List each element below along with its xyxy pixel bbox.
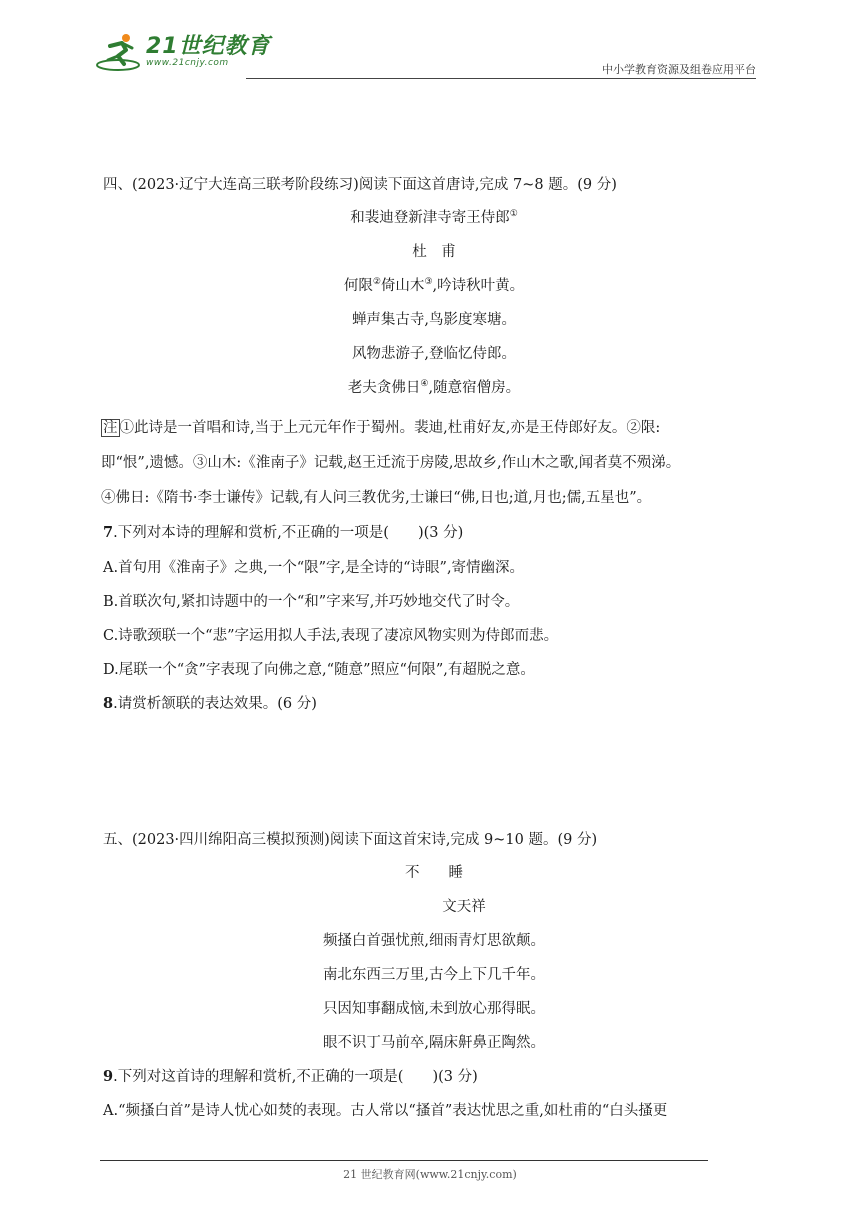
poem1-line: 何限②倚山木③,吟诗秋叶黄。 <box>343 277 525 294</box>
question-9-option: A.“频搔白首”是诗人忧心如焚的表现。古人常以“搔首”表达忧思之重,如杜甫的“白头搔更 <box>103 1103 668 1119</box>
question-7-option: A.首句用《淮南子》之典,一个“限”字,是全诗的“诗眼”,寄情幽深。 <box>103 560 525 576</box>
question-7-option: B.首联次句,紧扣诗题中的一个“和”字来写,并巧妙地交代了时令。 <box>103 594 520 610</box>
runner-logo-icon <box>96 32 142 72</box>
question-7-option: D.尾联一个“贪”字表现了向佛之意,“随意”照应“何限”,有超脱之意。 <box>103 662 535 678</box>
note-label: 注 <box>103 420 118 436</box>
header-divider <box>246 78 756 79</box>
question-7-stem: 7.下列对本诗的理解和赏析,不正确的一项是( )(3 分) <box>103 524 464 541</box>
poem2-author: 文天祥 <box>442 899 486 915</box>
footer-text: 21 世纪教育网(www.21cnjy.com) <box>343 1168 517 1181</box>
question-8-stem: 8.请赏析颔联的表达效果。(6 分) <box>103 695 317 712</box>
poem1-line: 风物悲游子,登临忆侍郎。 <box>351 346 517 362</box>
poem1-line: 老夫贪佛日④,随意宿僧房。 <box>347 379 521 396</box>
note-line: 注 ①此诗是一首唱和诗,当于上元元年作于蜀州。裴迪,杜甫好友,亦是王侍郎好友。②限: <box>103 420 661 436</box>
section5-intro: 五、(2023·四川绵阳高三模拟预测)阅读下面这首宋诗,完成 9~10 题。(9 分) <box>103 832 598 848</box>
poem1-author: 杜 甫 <box>412 244 456 260</box>
poem2-line: 只因知事翻成恼,未到放心那得眠。 <box>322 1001 546 1017</box>
question-7-option: C.诗歌颈联一个“悲”字运用拟人手法,表现了凄凉风物实则为侍郎而悲。 <box>103 628 559 644</box>
poem2-line: 频搔白首强忧煎,细雨青灯思欲颠。 <box>322 933 546 949</box>
section4-intro: 四、(2023·辽宁大连高三联考阶段练习)阅读下面这首唐诗,完成 7~8 题。(9 分) <box>103 177 617 193</box>
poem2-title: 不 睡 <box>405 865 463 881</box>
note-line: ④佛日:《隋书·李士谦传》记载,有人问三教优劣,士谦曰“佛,日也;道,月也;儒,五星也”。 <box>101 490 652 506</box>
footer-divider <box>100 1160 708 1161</box>
logo-url: www.21cnjy.com <box>146 58 229 68</box>
poem1-title: 和裴迪登新津寺寄王侍郎① <box>350 209 518 226</box>
logo <box>96 32 271 72</box>
platform-name: 中小学教育资源及组卷应用平台 <box>602 63 756 76</box>
page-header <box>96 28 756 80</box>
poem2-line: 南北东西三万里,古今上下几千年。 <box>322 967 546 983</box>
logo-title: 21世纪教育 <box>146 34 271 59</box>
note-line: 即“恨”,遗憾。③山木:《淮南子》记载,赵王迁流于房陵,思故乡,作山木之歌,闻者莫不殒涕。 <box>101 455 681 471</box>
poem2-line: 眼不识丁马前卒,隔床鼾鼻正陶然。 <box>322 1035 546 1051</box>
question-9-stem: 9.下列对这首诗的理解和赏析,不正确的一项是( )(3 分) <box>103 1068 478 1085</box>
poem1-line: 蝉声集古寺,鸟影度寒塘。 <box>351 312 517 328</box>
